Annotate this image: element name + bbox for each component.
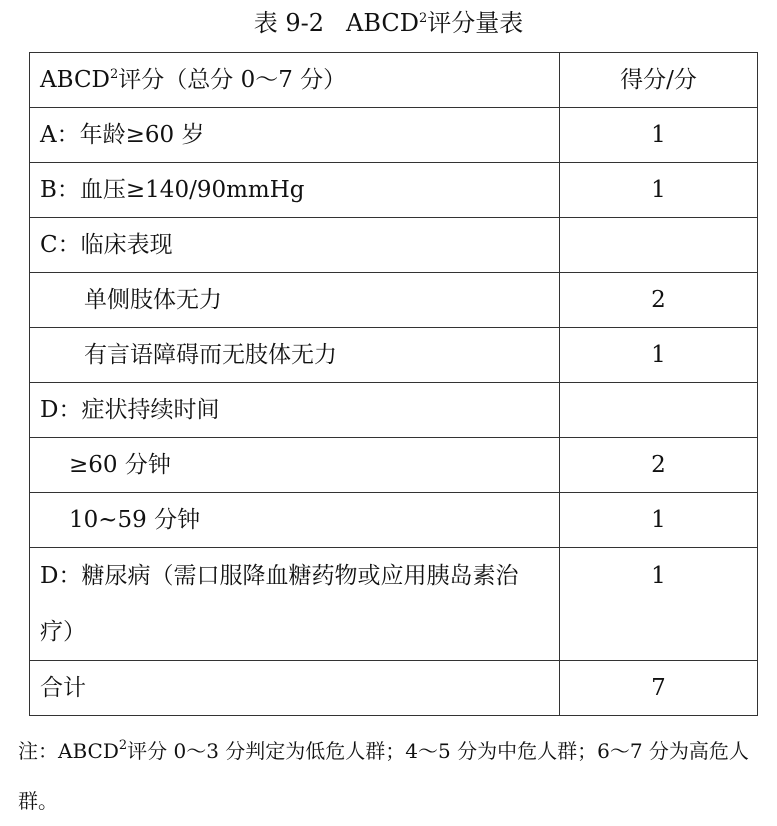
table-header-row <box>30 53 758 108</box>
table-row <box>30 273 758 328</box>
table-row <box>30 548 758 661</box>
total-row <box>30 661 758 716</box>
table-row <box>30 108 758 163</box>
table-row <box>30 163 758 218</box>
table-row <box>30 493 758 548</box>
table-title <box>0 6 777 40</box>
score-cell: 2 <box>560 438 758 493</box>
score-cell <box>560 383 758 438</box>
note-superscript: 2 <box>118 738 128 753</box>
title-superscript: 2 <box>419 11 428 26</box>
item-cell: D：症状持续时间 <box>30 383 560 438</box>
score-cell <box>560 218 758 273</box>
total-score: 7 <box>560 661 758 716</box>
item-cell: ≥60 分钟 <box>30 438 560 493</box>
item-cell: B：血压≥140/90mmHg <box>30 163 560 218</box>
table-row <box>30 383 758 438</box>
header-score: 得分/分 <box>560 53 758 108</box>
item-cell: 单侧肢体无力 <box>30 273 560 328</box>
total-label: 合计 <box>30 661 560 716</box>
table-row <box>30 328 758 383</box>
item-cell: A：年龄≥60 岁 <box>30 108 560 163</box>
item-cell: 有言语障碍而无肢体无力 <box>30 328 560 383</box>
item-cell: D：糖尿病（需口服降血糖药物或应用胰岛素治疗） <box>30 548 560 661</box>
table-row <box>30 218 758 273</box>
score-cell: 1 <box>560 328 758 383</box>
score-cell: 1 <box>560 548 758 661</box>
score-cell: 1 <box>560 163 758 218</box>
score-cell: 1 <box>560 493 758 548</box>
header-item: ABCD$^2$评分（总分 0～7 分） <box>30 53 560 108</box>
item-cell: 10~59 分钟 <box>30 493 560 548</box>
table-footnote: 注：ABCD$^2$评分 0～3 分判定为低危人群；4～5 分为中危人群；6～7 分为高危人群。 <box>18 738 749 813</box>
table-row <box>30 438 758 493</box>
header-superscript: 2 <box>109 67 119 82</box>
title-suffix: 评分量表 <box>427 9 524 37</box>
abcd2-score-table <box>29 52 758 716</box>
title-prefix: ABCD <box>345 9 420 37</box>
score-cell: 1 <box>560 108 758 163</box>
score-cell: 2 <box>560 273 758 328</box>
item-cell: C：临床表现 <box>30 218 560 273</box>
table-number: 表 9-2 <box>253 9 324 37</box>
